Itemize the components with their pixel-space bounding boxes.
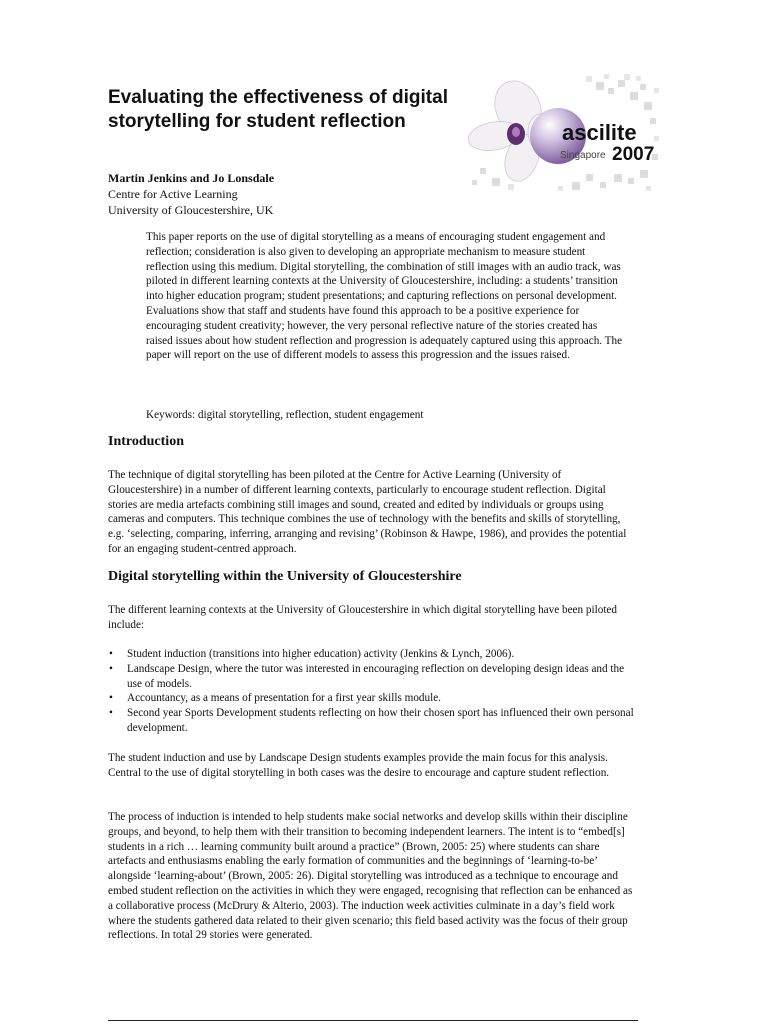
list-item: • Second year Sports Development students reflecting on how their chosen sport has influenced their own personal development. bbox=[108, 706, 636, 736]
logo-year-text: 2007 bbox=[612, 144, 655, 165]
keywords: Keywords: digital storytelling, reflection, student engagement bbox=[146, 409, 424, 421]
author-block bbox=[108, 170, 274, 218]
logo-location-text: Singapore bbox=[560, 150, 606, 161]
logo-name-text: ascilite bbox=[562, 120, 637, 145]
list-item: • Accountancy, as a means of presentation for a first year skills module. bbox=[108, 691, 636, 706]
author-names: Martin Jenkins and Jo Lonsdale bbox=[108, 171, 275, 185]
section-heading-introduction: Introduction bbox=[108, 434, 184, 449]
affiliation-centre: Centre for Active Learning bbox=[108, 187, 238, 201]
section-heading-digital-storytelling: Digital storytelling within the University of Gloucestershire bbox=[108, 569, 462, 584]
induction-process-paragraph: The process of induction is intended to help students make social networks and develop skills within their discipline groups, and beyond, to help them with their transition to becoming independent learners. The intent is to “embed[s] students in a rich … learning community built around a practice” (Brown, 2005: 25) where students can share artefacts and enthusiasms enabling the early formation of communities and the beginnings of ‘learning-to-be’ alongside ‘learning-about’ (Brown, 2005: 26). Digital storytelling was introduced as a technique to encourage and embed student reflection on the activities in which they were engaged, recognising that reflection can be enhanced as a collaborative process (McDrury & Alterio, 2003). The induction week activities culminate in a day’s field work where the students gathered data related to their given scenario; this field based activity was the focus of their group reflections. In total 29 stories were generated. bbox=[108, 811, 633, 942]
ascilite-logo bbox=[468, 74, 660, 192]
list-item: • Landscape Design, where the tutor was interested in encouraging reflection on developing design ideas and the use of models. bbox=[108, 662, 636, 692]
introduction-paragraph: The technique of digital storytelling has been piloted at the Centre for Active Learning (University of Gloucestershire) in a number of different learning contexts, particularly to encourage student reflection. Digital stories are media artefacts combining still images and sound, created and edited by individuals or groups using cameras and computers. This technique combines the use of technology with the benefits and skills of storytelling, e.g. ‘selecting, comparing, inferring, arranging and revising’ (Robinson & Hawpe, 1986), and provides the potential for an engaging student-centred approach. bbox=[108, 469, 627, 555]
affiliation-university: University of Gloucestershire, UK bbox=[108, 203, 274, 217]
conference-logo-graphic bbox=[468, 74, 660, 192]
abstract: This paper reports on the use of digital storytelling as a means of encouraging student engagement and reflection; consideration is also given to developing an appropriate mechanism to measure student reflection using this medium. Digital storytelling, the combination of still images with an audio track, was piloted in different learning contexts at the University of Gloucestershire, including: a students’ transition into higher education program; student presentations; and capturing reflections on personal development. Evaluations show that staff and students have found this approach to be a positive experience for encouraging student creativity; however, the very personal reflective nature of the stories created has raised issues about how student reflection and progression is adequately captured using this approach. The paper will report on the use of different models to assess this progression and the issues raised. bbox=[146, 231, 623, 362]
list-item: • Student induction (transitions into higher education) activity (Jenkins & Lynch, 2006). bbox=[108, 647, 636, 662]
learning-contexts-paragraph: The different learning contexts at the University of Gloucestershire in which digital storytelling have been piloted include: bbox=[108, 604, 617, 631]
learning-contexts-list bbox=[108, 647, 636, 736]
induction-use-paragraph: The student induction and use by Landscape Design students examples provide the main focus for this analysis. Central to the use of digital storytelling in both cases was the desire to encourage and capture student reflection. bbox=[108, 752, 610, 779]
footer-divider bbox=[108, 1020, 638, 1021]
paper-title: Evaluating the effectiveness of digital storytelling for student reflection bbox=[108, 87, 448, 132]
